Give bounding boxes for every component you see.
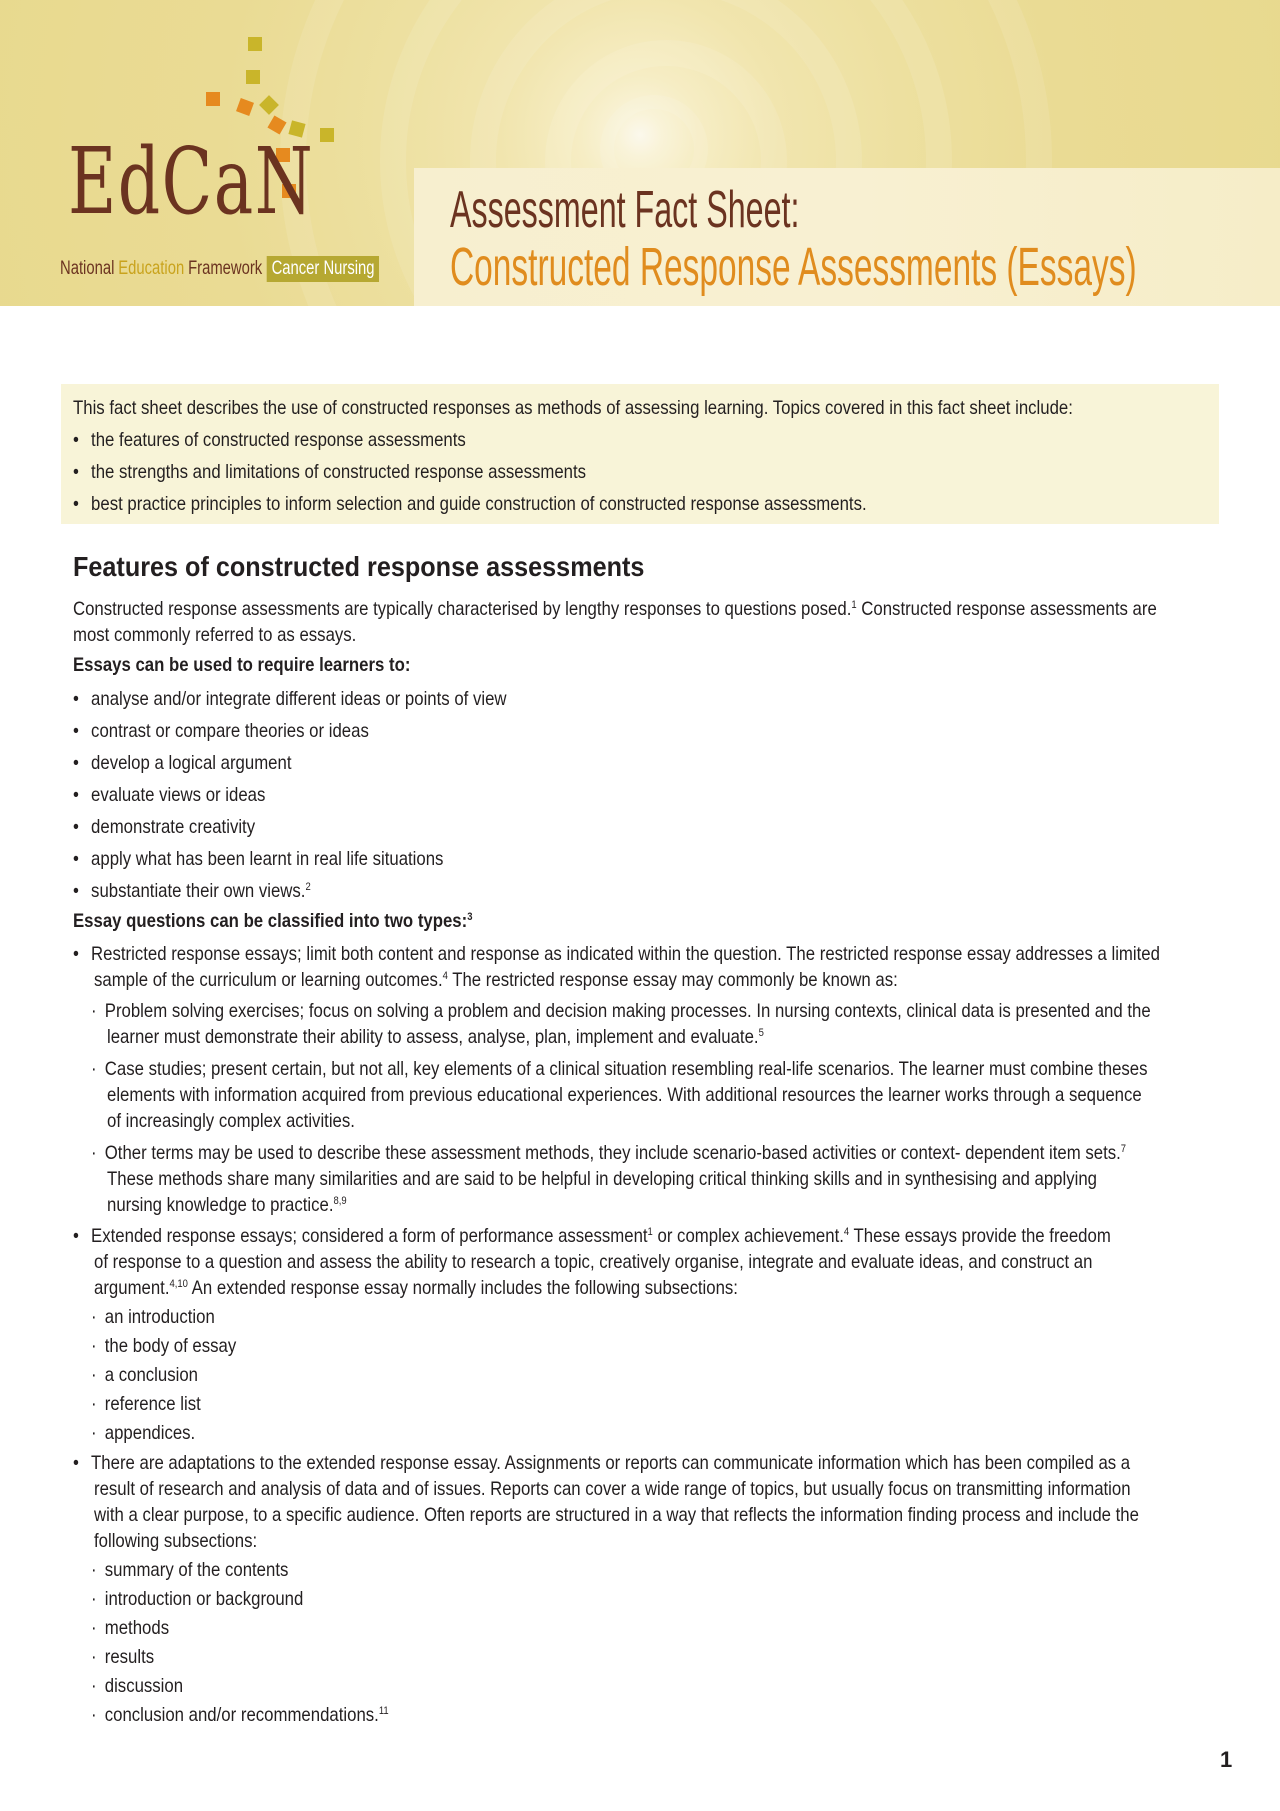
intro-bullet [73, 491, 867, 517]
bullet-text: There are adaptations to the extended response essay. Assignments or reports can communicate information which has been compiled as a [91, 1452, 1131, 1474]
intro-bullet [73, 427, 466, 453]
bullet-text: analyse and/or integrate different ideas or points of view [91, 688, 507, 710]
sub-bullet-continuation: elements with information acquired from previous educational experiences. With additional resources the learner works through a sequence [107, 1084, 1142, 1106]
bullet-text: results [104, 1646, 155, 1668]
bullet-text: methods [104, 1617, 170, 1639]
footnote-ref: 4 [843, 1226, 850, 1238]
intro-bullet-text: the strengths and limitations of constructed response assessments [91, 461, 587, 483]
bullet-text: the body of essay [104, 1335, 237, 1357]
bullet-text: Case studies; present certain, but not all, key elements of a clinical situation resembling real-life scenarios. The learner must combine theses [104, 1058, 1148, 1080]
text-run: argument. [94, 1277, 170, 1299]
bullet-text: demonstrate creativity [91, 816, 256, 838]
footnote-ref: 7 [1120, 1143, 1127, 1155]
bullet-continuation: following subsections: [94, 1530, 258, 1552]
text-run: learner must demonstrate their ability to assess, analyse, plan, implement and evaluate. [107, 1026, 759, 1048]
bullet-text: Extended response essays; considered a form of performance assessment [91, 1225, 648, 1247]
sub-bullet [91, 1644, 154, 1670]
sub-bullet-continuation: These methods share many similarities and are said to be helpful in developing critical thinking skills and in synthesising and applying [107, 1168, 1097, 1190]
sub-bullet [91, 1362, 198, 1388]
logo-square [246, 70, 260, 84]
text-run: nursing knowledge to practice. [107, 1194, 334, 1216]
bullet-text: conclusion and/or recommendations. [104, 1704, 379, 1726]
tagline-framework: Framework [188, 258, 263, 279]
sub-bullet [91, 1702, 389, 1728]
bullet-text: contrast or compare theories or ideas [91, 720, 369, 742]
text-run: Constructed response assessments are [856, 598, 1157, 620]
footnote-ref: 1 [647, 1226, 653, 1238]
logo-square [259, 95, 279, 115]
type-bullet [73, 1223, 1111, 1249]
sub-bullet-continuation: of increasingly complex activities. [107, 1110, 355, 1132]
type-bullet [73, 941, 1160, 967]
page-title-line1: Assessment Fact Sheet: [450, 181, 800, 239]
text-run: or complex achievement. [652, 1225, 844, 1247]
sub-bullet [91, 1304, 215, 1330]
page-number: 1 [1220, 1747, 1233, 1772]
paragraph-line [73, 596, 1157, 622]
tagline-cancer-nursing: Cancer Nursing [267, 256, 379, 282]
bullet-continuation [94, 1275, 738, 1301]
sub-bullet-continuation [107, 1024, 764, 1050]
use-bullet [73, 814, 255, 840]
use-bullet [73, 750, 292, 776]
bullet-text: substantiate their own views. [91, 880, 306, 902]
bullet-text: appendices. [104, 1422, 196, 1444]
header-banner [0, 0, 1280, 306]
text-run: Essay questions can be classified into two types: [73, 910, 468, 932]
bullet-text: develop a logical argument [91, 752, 292, 774]
bullet-text: apply what has been learnt in real life situations [91, 848, 444, 870]
edcan-logo [0, 0, 400, 306]
sub-bullet [91, 998, 1151, 1024]
intro-box [61, 384, 1219, 524]
sub-bullet-continuation [107, 1192, 347, 1218]
bullet-text: Problem solving exercises; focus on solving a problem and decision making processes. In nursing contexts, clinical data is presented and the [104, 1000, 1151, 1022]
use-bullet [73, 846, 443, 872]
bullet-text: Restricted response essays; limit both content and response as indicated within the question. The restricted response essay addresses a limited [91, 943, 1160, 965]
sub-bullet [91, 1333, 236, 1359]
use-bullet [73, 782, 265, 808]
text-run: The restricted response essay may commonly be known as: [447, 969, 898, 991]
footnote-ref: 2 [305, 881, 311, 893]
sub-bullet [91, 1391, 201, 1417]
intro-bullet-text: best practice principles to inform selection and guide construction of constructed response assessments. [91, 493, 867, 515]
text-run: Constructed response assessments are typically characterised by lengthy responses to questions posed. [73, 598, 852, 620]
sub-bullet [91, 1615, 169, 1641]
page-title-line2: Constructed Response Assessments (Essays) [450, 237, 1137, 297]
intro-lead: This fact sheet describes the use of constructed responses as methods of assessing learning. Topics covered in this fact sheet include: [73, 397, 1073, 419]
bullet-text: introduction or background [104, 1588, 304, 1610]
footnote-ref: 11 [378, 1705, 389, 1717]
sub-bullet [91, 1586, 303, 1612]
bullet-text: summary of the contents [104, 1559, 289, 1581]
footnote-ref: 5 [758, 1027, 764, 1039]
bullet-text: evaluate views or ideas [91, 784, 266, 806]
intro-bullet [73, 459, 586, 485]
text-run: An extended response essay normally includes the following subsections: [187, 1277, 738, 1299]
logo-square [206, 92, 220, 106]
bullet-continuation: result of research and analysis of data and of issues. Reports can cover a wide range of topics, but usually focus on transmitting information [94, 1478, 1131, 1500]
text-run: sample of the curriculum or learning outcomes. [94, 969, 443, 991]
sub-bullet [91, 1673, 183, 1699]
bullet-text: an introduction [104, 1306, 215, 1328]
use-bullet [73, 878, 311, 904]
bullet-text: a conclusion [104, 1364, 198, 1386]
logo-square [236, 98, 254, 116]
bullet-continuation: with a clear purpose, to a specific audience. Often reports are structured in a way that reflects the information finding process and include the [94, 1504, 1139, 1526]
bullet-text: Other terms may be used to describe these assessment methods, they include scenario-based activities or context- dependent item sets. [104, 1142, 1121, 1164]
tagline-national: National [60, 258, 115, 279]
footnote-ref: 3 [467, 911, 473, 923]
footnote-ref: 8,9 [333, 1195, 347, 1207]
type-bullet [73, 1450, 1130, 1476]
use-bullet [73, 686, 507, 712]
tagline-education: Education [118, 258, 185, 279]
intro-bullet-text: the features of constructed response assessments [91, 429, 466, 451]
logo-square [320, 128, 334, 142]
paragraph-line: most commonly referred to as essays. [73, 624, 357, 646]
footnote-ref: 1 [851, 599, 857, 611]
section-heading: Features of constructed response assessments [73, 551, 645, 582]
footnote-ref: 4,10 [169, 1278, 188, 1290]
bullet-continuation: of response to a question and assess the ability to research a topic, creatively organise, integrate and evaluate ideas, and construct an [94, 1251, 1093, 1273]
sub-bullet [91, 1056, 1148, 1082]
sub-bullet [91, 1557, 288, 1583]
logo-square [248, 37, 262, 51]
use-bullet [73, 718, 369, 744]
sub-heading: Essays can be used to require learners to: [73, 654, 411, 676]
footnote-ref: 4 [442, 970, 448, 982]
bullet-continuation [94, 967, 898, 993]
logo-wordmark: EdCaN [68, 128, 315, 235]
sub-bullet [91, 1420, 195, 1446]
bullet-text: discussion [104, 1675, 184, 1697]
text-run: These essays provide the freedom [849, 1225, 1111, 1247]
logo-tagline [60, 254, 379, 284]
sub-heading [73, 910, 472, 933]
sub-bullet [91, 1140, 1126, 1166]
bullet-text: reference list [104, 1393, 201, 1415]
